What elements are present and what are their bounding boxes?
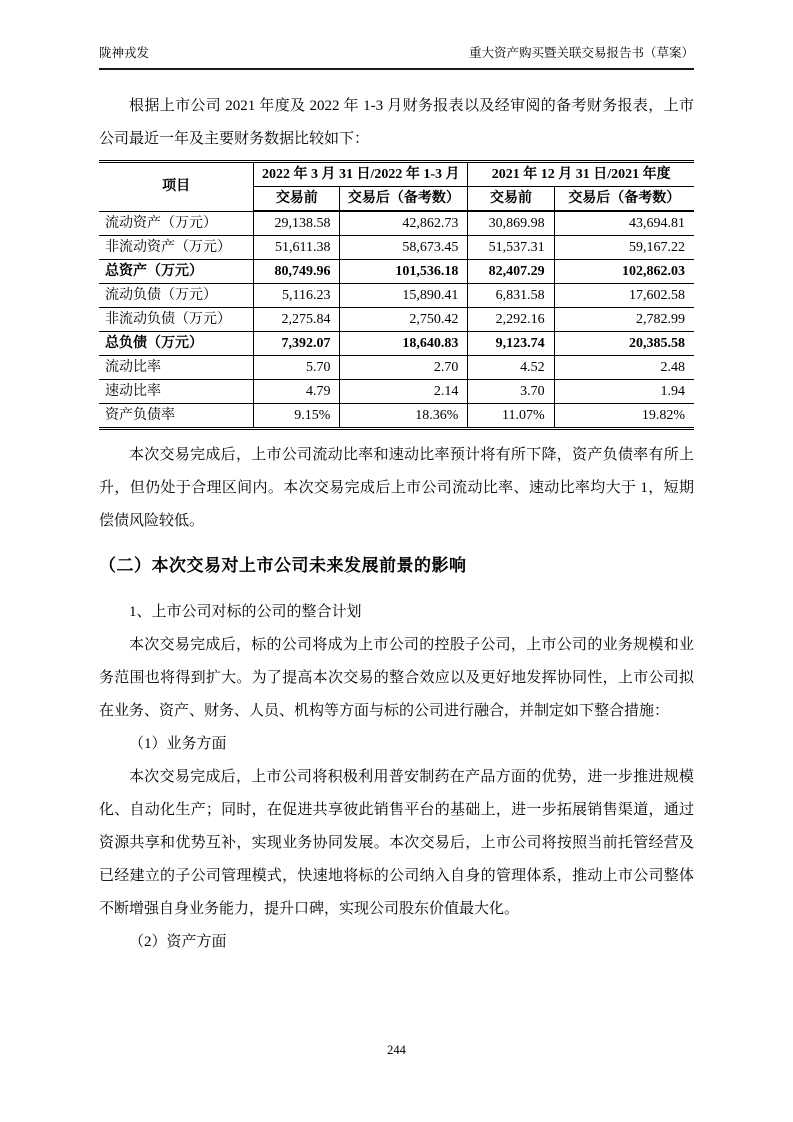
cell-value: 58,673.45 (340, 236, 468, 260)
cell-value: 59,167.22 (554, 236, 694, 260)
row-label: 流动负债（万元） (99, 284, 254, 308)
cell-value: 20,385.58 (554, 332, 694, 356)
row-label: 流动资产（万元） (99, 211, 254, 236)
table-header-row-groups (99, 162, 694, 187)
table-row-total-liabilities (99, 332, 694, 356)
cell-value: 51,611.38 (254, 236, 340, 260)
running-header (99, 45, 694, 70)
table-header-post-2021: 交易后（备考数） (554, 187, 694, 212)
table-row-total-assets (99, 260, 694, 284)
table-header-pre-2021: 交易前 (468, 187, 554, 212)
cell-value: 19.82% (554, 404, 694, 429)
cell-value: 5,116.23 (254, 284, 340, 308)
table-header-period-2021: 2021 年 12 月 31 日/2021 年度 (468, 162, 694, 187)
table-header-item: 项目 (99, 162, 254, 212)
cell-value: 101,536.18 (340, 260, 468, 284)
cell-value: 82,407.29 (468, 260, 554, 284)
cell-value: 2.48 (554, 356, 694, 380)
table-row (99, 284, 694, 308)
item-2-heading: （2）资产方面 (129, 934, 227, 950)
cell-value: 4.52 (468, 356, 554, 380)
item-1-heading: （1）业务方面 (129, 736, 227, 752)
section-heading: （二）本次交易对上市公司未来发展前景的影响 (99, 556, 467, 575)
row-label: 非流动资产（万元） (99, 236, 254, 260)
cell-value: 15,890.41 (340, 284, 468, 308)
financial-comparison-table (99, 160, 694, 430)
cell-value: 42,862.73 (340, 211, 468, 236)
cell-value: 2.70 (340, 356, 468, 380)
ratio-analysis-paragraph: 本次交易完成后，上市公司流动比率和速动比率预计将有所下降，资产负债率有所上升，但仍处于合理区间内。本次交易完成后上市公司流动比率、速动比率均大于 1，短期偿债风险较低。 (99, 447, 694, 529)
cell-value: 43,694.81 (554, 211, 694, 236)
table-row (99, 211, 694, 236)
integration-plan-paragraph: 本次交易完成后，标的公司将成为上市公司的控股子公司，上市公司的业务规模和业务范围也将得到扩大。为了提高本次交易的整合效应以及更好地发挥协同性，上市公司拟在业务、资产、财务、人员、机构等方面与标的公司进行融合，并制定如下整合措施： (99, 637, 694, 719)
row-label: 流动比率 (99, 356, 254, 380)
page-number: 244 (387, 1043, 406, 1057)
row-label: 总负债（万元） (99, 332, 254, 356)
cell-value: 2.14 (340, 380, 468, 404)
cell-value: 7,392.07 (254, 332, 340, 356)
cell-value: 102,862.03 (554, 260, 694, 284)
intro-paragraph: 根据上市公司 2021 年度及 2022 年 1-3 月财务报表以及经审阅的备考财务报表，上市公司最近一年及主要财务数据比较如下： (99, 98, 694, 147)
cell-value: 1.94 (554, 380, 694, 404)
header-company-name: 陇神戎发 (99, 46, 150, 60)
cell-value: 6,831.58 (468, 284, 554, 308)
row-label: 速动比率 (99, 380, 254, 404)
cell-value: 17,602.58 (554, 284, 694, 308)
cell-value: 30,869.98 (468, 211, 554, 236)
cell-value: 4.79 (254, 380, 340, 404)
table-header-pre-2022: 交易前 (254, 187, 340, 212)
cell-value: 80,749.96 (254, 260, 340, 284)
table-row (99, 236, 694, 260)
cell-value: 18.36% (340, 404, 468, 429)
table-row (99, 404, 694, 429)
cell-value: 2,292.16 (468, 308, 554, 332)
subsection-title: 1、上市公司对标的公司的整合计划 (129, 604, 362, 620)
cell-value: 9.15% (254, 404, 340, 429)
cell-value: 5.70 (254, 356, 340, 380)
table-row (99, 380, 694, 404)
cell-value: 29,138.58 (254, 211, 340, 236)
cell-value: 2,782.99 (554, 308, 694, 332)
row-label: 资产负债率 (99, 404, 254, 429)
cell-value: 11.07% (468, 404, 554, 429)
business-aspect-paragraph: 本次交易完成后，上市公司将积极利用普安制药在产品方面的优势，进一步推进规模化、自动化生产；同时，在促进共享彼此销售平台的基础上，进一步拓展销售渠道，通过资源共享和优势互补，实现业务协同发展。本次交易后，上市公司将按照当前托管经营及已经建立的子公司管理模式，快速地将标的公司纳入自身的管理体系，推动上市公司整体不断增强自身业务能力，提升口碑，实现公司股东价值最大化。 (99, 769, 694, 917)
table-row (99, 308, 694, 332)
table-header-period-2022: 2022 年 3 月 31 日/2022 年 1-3 月 (254, 162, 468, 187)
cell-value: 9,123.74 (468, 332, 554, 356)
row-label: 总资产（万元） (99, 260, 254, 284)
cell-value: 2,275.84 (254, 308, 340, 332)
row-label: 非流动负债（万元） (99, 308, 254, 332)
table-row (99, 356, 694, 380)
cell-value: 3.70 (468, 380, 554, 404)
cell-value: 51,537.31 (468, 236, 554, 260)
header-report-title: 重大资产购买暨关联交易报告书（草案） (468, 46, 694, 60)
cell-value: 18,640.83 (340, 332, 468, 356)
cell-value: 2,750.42 (340, 308, 468, 332)
table-header-post-2022: 交易后（备考数） (340, 187, 468, 212)
